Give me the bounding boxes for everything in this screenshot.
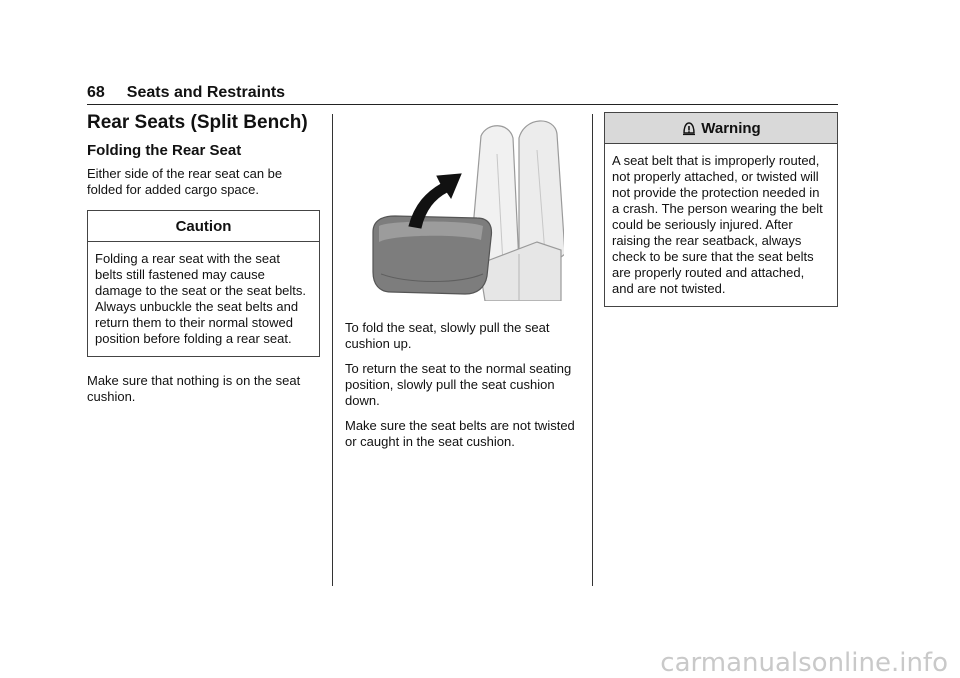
return-instruction: To return the seat to the normal seating position, slowly pull the seat cushion down. bbox=[345, 361, 572, 408]
seat-fold-illustration bbox=[369, 114, 564, 301]
section-title: Seats and Restraints bbox=[126, 84, 286, 101]
page-header bbox=[87, 84, 838, 105]
fold-instruction: To fold the seat, slowly pull the seat cushion up. bbox=[345, 320, 550, 351]
belt-check-instruction: Make sure the seat belts are not twisted or caught in the seat cushion. bbox=[345, 418, 575, 449]
page-number: 68 bbox=[87, 84, 105, 101]
warning-box bbox=[604, 112, 838, 307]
column-right bbox=[604, 112, 838, 307]
watermark: carmanualsonline.info bbox=[660, 648, 948, 678]
intro-paragraph: Either side of the rear seat can be folded for added cargo space. bbox=[87, 166, 283, 197]
column-left bbox=[87, 112, 320, 414]
cushion-paragraph: Make sure that nothing is on the seat cushion. bbox=[87, 373, 301, 404]
warning-text: A seat belt that is improperly routed, not properly attached, or twisted will not provide the protection needed in a crash. The person wearing the belt could be seriously injured. After raising the rear seatback, always check to be sure that the seat belts are properly routed and attached, and are not twisted. bbox=[612, 153, 823, 296]
caution-text: Folding a rear seat with the seat belts still fastened may cause damage to the seat or the seat belts. Always unbuckle the seat belts and return them to their normal stowed position before folding a rear seat. bbox=[95, 251, 307, 346]
column-divider bbox=[592, 114, 593, 586]
main-heading: Rear Seats (Split Bench) bbox=[87, 112, 308, 133]
caution-box bbox=[87, 210, 320, 357]
warning-icon bbox=[681, 121, 697, 137]
sub-heading: Folding the Rear Seat bbox=[87, 142, 242, 159]
column-divider bbox=[332, 114, 333, 586]
column-middle bbox=[345, 112, 580, 459]
warning-title: Warning bbox=[701, 120, 761, 137]
warning-header bbox=[605, 113, 837, 144]
caution-title: Caution bbox=[88, 211, 319, 242]
